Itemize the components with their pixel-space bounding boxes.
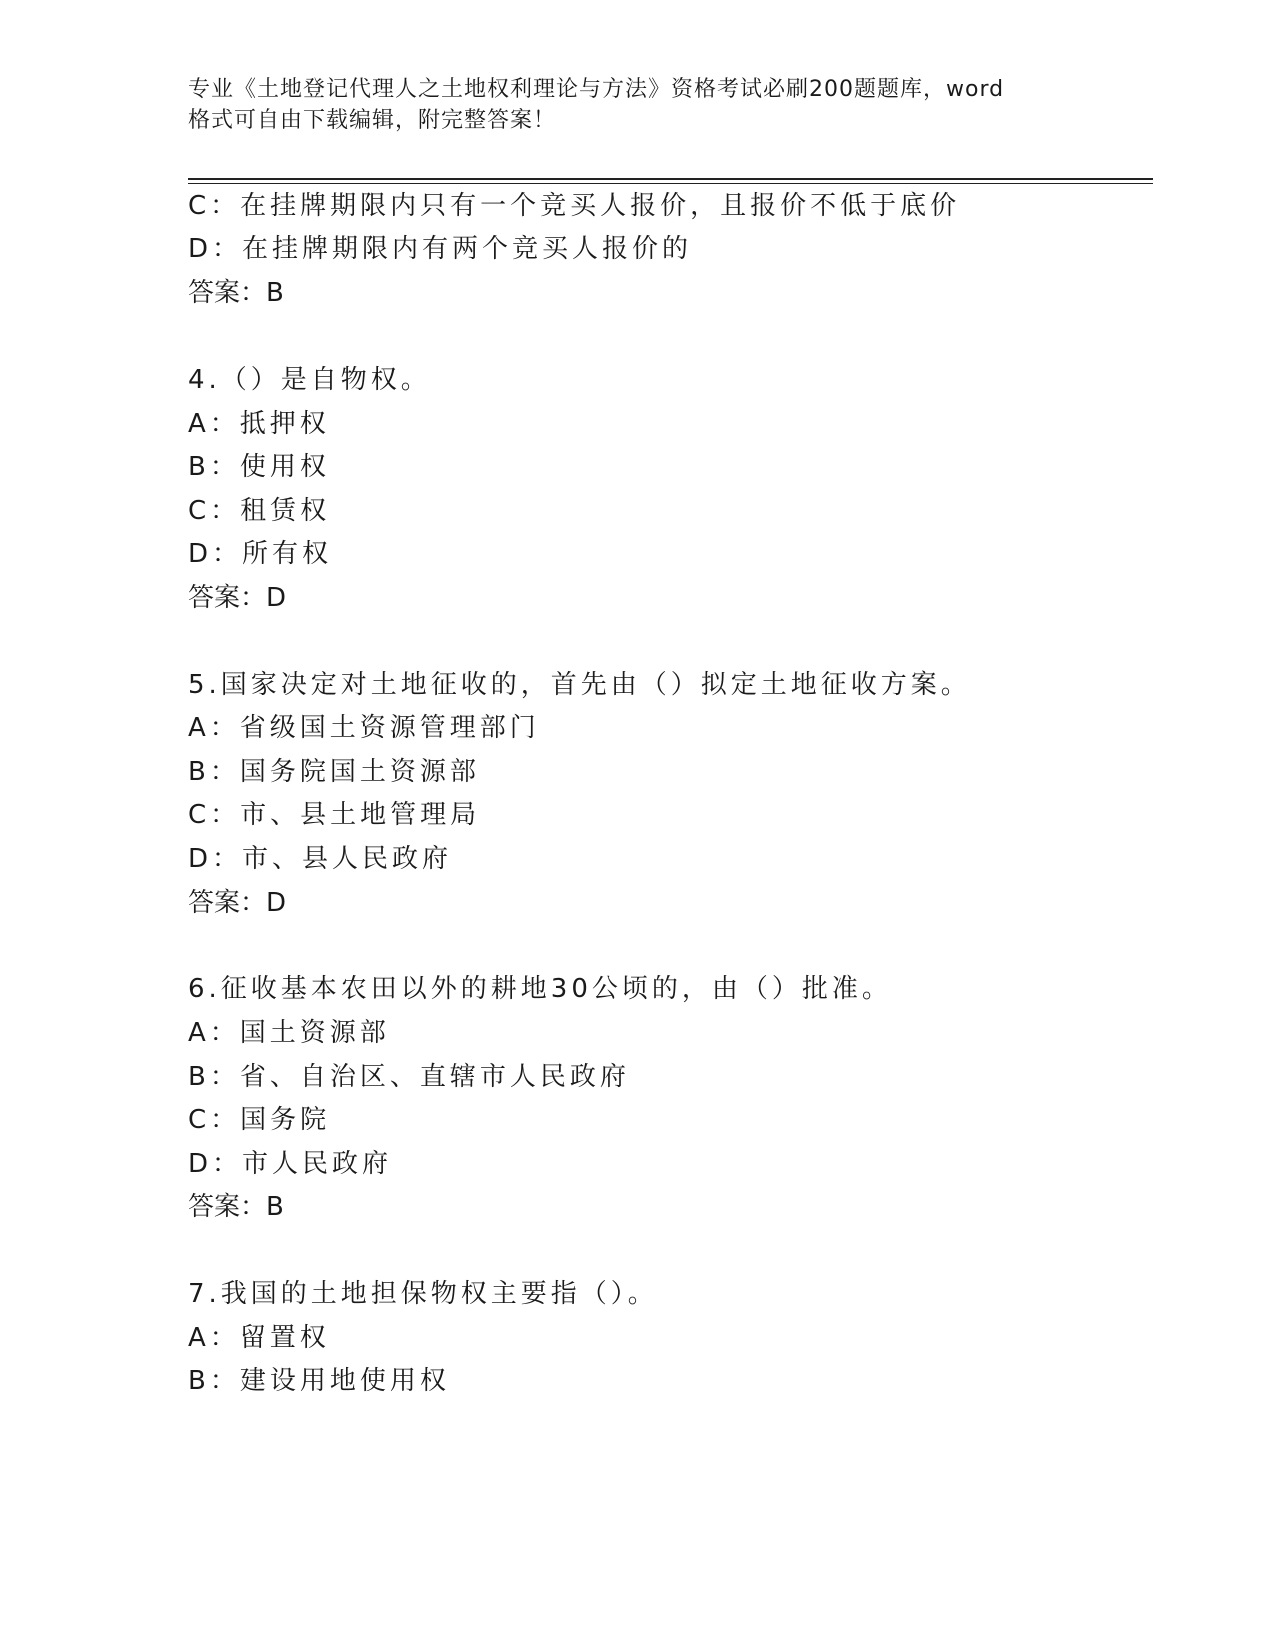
q4-option-c: C：租赁权: [188, 496, 331, 526]
q6-option-c: C：国务院: [188, 1105, 331, 1135]
document-header: [188, 74, 1088, 136]
q5-option-d: D：市、县人民政府: [188, 844, 453, 874]
q7-option-a: A：留置权: [188, 1323, 330, 1353]
header-line-1: 专业《土地登记代理人之土地权利理论与方法》资格考试必刷200题题库，word: [188, 77, 1005, 102]
q4-option-b: B：使用权: [188, 452, 330, 482]
q5-option-b: B：国务院国土资源部: [188, 757, 480, 787]
q3-option-d: D：在挂牌期限内有两个竞买人报价的: [188, 234, 693, 264]
q7-option-b: B：建设用地使用权: [188, 1366, 450, 1396]
q4-option-d: D：所有权: [188, 539, 333, 569]
q6-option-d: D：市人民政府: [188, 1149, 393, 1179]
q6-question: 6.征收基本农田以外的耕地30公顷的，由（）批准。: [188, 974, 892, 1004]
q3-option-c: C：在挂牌期限内只有一个竞买人报价，且报价不低于底价: [188, 191, 961, 221]
q4-option-a: A：抵押权: [188, 409, 330, 439]
q7-question: 7.我国的土地担保物权主要指（）。: [188, 1279, 658, 1309]
q6-option-b: B：省、自治区、直辖市人民政府: [188, 1062, 630, 1092]
header-divider-bottom: [188, 183, 1153, 184]
q3-answer: 答案：B: [188, 278, 284, 308]
q5-option-a: A：省级国土资源管理部门: [188, 713, 540, 743]
q5-question: 5.国家决定对土地征收的，首先由（）拟定土地征收方案。: [188, 670, 971, 700]
q5-answer: 答案：D: [188, 888, 287, 918]
header-divider-top: [188, 178, 1153, 180]
q4-answer: 答案：D: [188, 583, 287, 613]
q5-option-c: C：市、县土地管理局: [188, 800, 481, 830]
q4-question: 4.（）是自物权。: [188, 365, 431, 395]
q6-option-a: A：国土资源部: [188, 1018, 390, 1048]
header-line-2: 格式可自由下载编辑，附完整答案！: [188, 108, 557, 133]
q6-answer: 答案：B: [188, 1192, 284, 1222]
